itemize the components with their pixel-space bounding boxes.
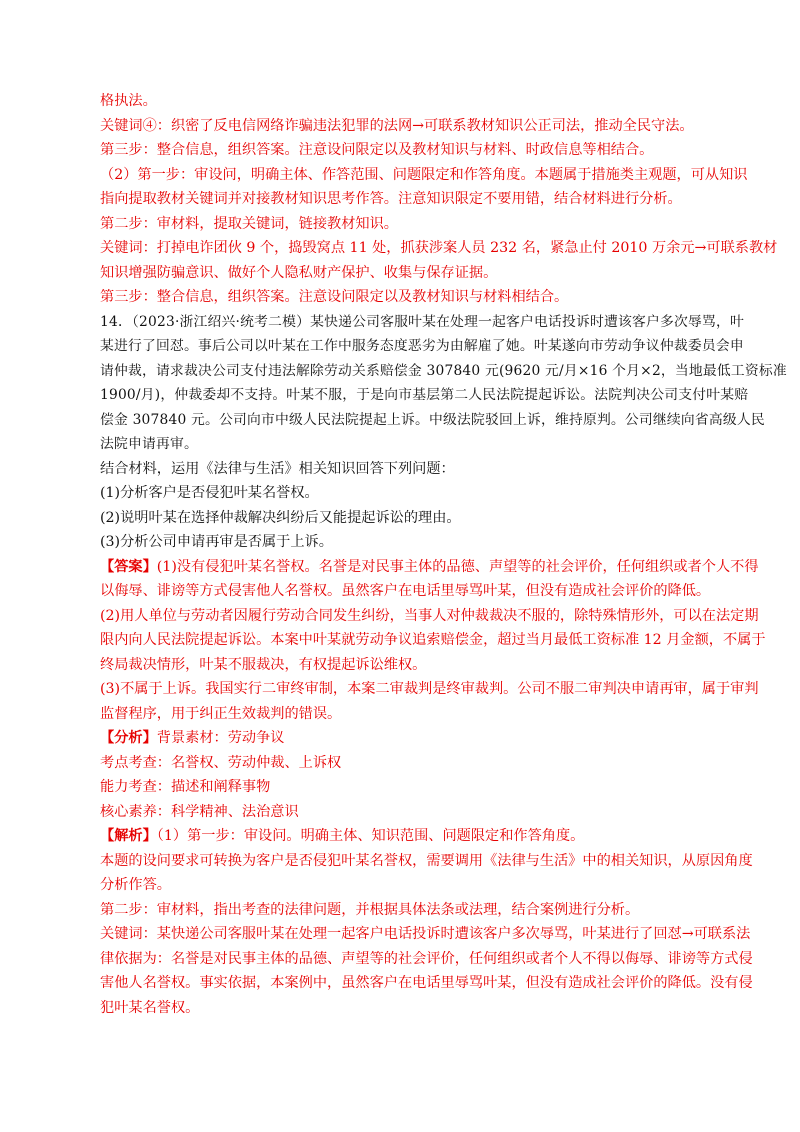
line-text: 关键词：打掉电诈团伙 9 个，捣毁窝点 11 处，抓获涉案人员 232 名，紧急止付 2010 万余元→可联系教材: [100, 240, 778, 256]
text-line: [100, 653, 700, 678]
section-label: 【解析】: [100, 828, 157, 844]
line-text: 某进行了回怼。事后公司以叶某在工作中服务态度恶劣为由解雇了她。叶某遂向市劳动争议仲裁委员会申: [100, 338, 744, 354]
section-label: 【分析】: [100, 730, 157, 746]
text-line: [100, 702, 700, 727]
text-line: [100, 530, 700, 555]
line-text: 第三步：整合信息，组织答案。注意设问限定以及教材知识与材料、时政信息等相结合。: [100, 142, 654, 158]
line-text: 1900/月)，仲裁委却不支持。叶某不服，于是向市基层第二人民法院提起诉讼。法院判决公司支付叶某赔: [100, 387, 749, 403]
line-text: 指向提取教材关键词并对接教材知识思考作答。注意知识限定不要用错，结合材料进行分析。: [100, 191, 682, 207]
line-text: 请仲裁，请求裁决公司支付违法解除劳动关系赔偿金 307840 元(9620 元/月×16 个月×2，当地最低工资标准: [100, 362, 787, 379]
document-body: [100, 89, 787, 1020]
text-line: [100, 996, 700, 1021]
text-line: [100, 261, 700, 286]
line-text: (2)说明叶某在选择仲裁解决纠纷后又能提起诉讼的理由。: [100, 509, 461, 526]
line-text: (2)用人单位与劳动者因履行劳动合同发生纠纷，当事人对仲裁裁决不服的，除特殊情形外，可以在法定期: [100, 607, 759, 624]
text-line: [100, 359, 787, 384]
line-text: (3)分析公司申请再审是否属于上诉。: [100, 534, 333, 550]
text-line: [100, 138, 700, 163]
line-text: 律依据为：名誉是对民事主体的品德、声望等的社会评价，任何组织或者个人不得以侮辱、诽谤等方式侵: [100, 950, 753, 967]
text-line: [100, 824, 700, 849]
line-text: 分析作答。: [100, 877, 171, 893]
line-text: 考点考查：名誉权、劳动仲裁、上诉权: [100, 754, 342, 771]
text-line: [100, 212, 700, 237]
section-label: 【答案】: [100, 558, 157, 575]
line-text: 结合材料，运用《法律与生活》相关知识回答下列问题：: [100, 460, 455, 477]
line-text: (1)分析客户是否侵犯叶某名誉权。: [100, 485, 319, 501]
line-text: 能力考查：描述和阐释事物: [100, 779, 271, 795]
line-text: 本题的设问要求可转换为客户是否侵犯叶某名誉权，需要调用《法律与生活》中的相关知识，从原因角度: [100, 852, 753, 869]
line-text: (3)不属于上诉。我国实行二审终审制，本案二审裁判是终审裁判。公司不服二审判决申请再审，属于审判: [100, 681, 759, 697]
text-line: [100, 775, 700, 800]
line-text: （2）第一步：审设问，明确主体、作答范围、问题限定和作答角度。本题属于措施类主观题，可从知识: [100, 166, 748, 183]
line-text: （1）第一步：审设问。明确主体、知识范围、问题限定和作答角度。: [156, 828, 585, 844]
text-line: [100, 579, 711, 604]
text-line: [100, 506, 700, 531]
line-text: 14．（2023·浙江绍兴·统考二模）某快递公司客服叶某在处理一起客户电话投诉时遭该客户多次辱骂，叶: [100, 313, 745, 330]
line-text: 限内向人民法院提起诉讼。本案中叶某就劳动争议追索赔偿金，超过当月最低工资标准 12 月金额，不属于: [100, 632, 766, 648]
text-line: [100, 383, 749, 408]
line-text: 第二步：审材料，提取关键词，链接教材知识。: [100, 215, 398, 232]
text-line: [100, 89, 700, 114]
line-text: 关键词：某快递公司客服叶某在处理一起客户电话投诉时遭该客户多次辱骂，叶某进行了回怼→可联系法: [100, 926, 751, 942]
text-line: [100, 310, 745, 335]
line-text: (1)没有侵犯叶某名誉权。名誉是对民事主体的品德、声望等的社会评价，任何组织或者个人不得: [156, 558, 759, 575]
line-text: 格执法。: [100, 93, 157, 109]
text-line: [100, 187, 700, 212]
text-line: [100, 236, 778, 261]
text-line: [100, 408, 765, 433]
line-text: 害他人名誉权。事实依据，本案例中，虽然客户在电话里辱骂叶某，但没有造成社会评价的降低。没有侵: [100, 975, 753, 991]
line-text: 终局裁决情形，叶某不服裁决，有权提起诉讼维权。: [100, 656, 427, 673]
text-line: [100, 334, 744, 359]
line-text: 背景素材：劳动争议: [156, 730, 285, 746]
text-line: [100, 555, 759, 580]
text-line: [100, 457, 700, 482]
text-line: [100, 677, 759, 702]
text-line: [100, 285, 700, 310]
line-text: 知识增强防骗意识、做好个人隐私财产保护、收集与保存证据。: [100, 264, 498, 281]
text-line: [100, 163, 748, 188]
line-text: 法院申请再审。: [100, 436, 198, 452]
line-text: 核心素养：科学精神、法治意识: [100, 803, 299, 820]
text-line: [100, 873, 700, 898]
line-text: 第二步：审材料，指出考查的法律问题，并根据具体法条或法理，结合案例进行分析。: [100, 901, 640, 918]
line-text: 犯叶某名誉权。: [100, 999, 200, 1016]
text-line: [100, 432, 700, 457]
text-line: [100, 947, 753, 972]
text-line: [100, 751, 700, 776]
line-text: 偿金 307840 元。公司向市中级人民法院提起上诉。中级法院驳回上诉，维持原判。公司继续向省高级人民: [100, 411, 765, 428]
line-text: 关键词④：织密了反电信网络诈骗违法犯罪的法网→可联系教材知识公正司法，推动全民守法。: [100, 117, 694, 134]
text-line: [100, 604, 759, 629]
text-line: [100, 726, 700, 751]
text-line: [100, 114, 700, 139]
line-text: 第三步：整合信息，组织答案。注意设问限定以及教材知识与材料相结合。: [100, 289, 569, 305]
text-line: [100, 849, 753, 874]
text-line: [100, 481, 700, 506]
line-text: 监督程序，用于纠正生效裁判的错误。: [100, 705, 342, 722]
text-line: [100, 800, 700, 825]
text-line: [100, 971, 753, 996]
line-text: 以侮辱、诽谤等方式侵害他人名誉权。虽然客户在电话里辱骂叶某，但没有造成社会评价的降低。: [100, 583, 711, 599]
text-line: [100, 922, 751, 947]
text-line: [100, 628, 766, 653]
text-line: [100, 898, 700, 923]
